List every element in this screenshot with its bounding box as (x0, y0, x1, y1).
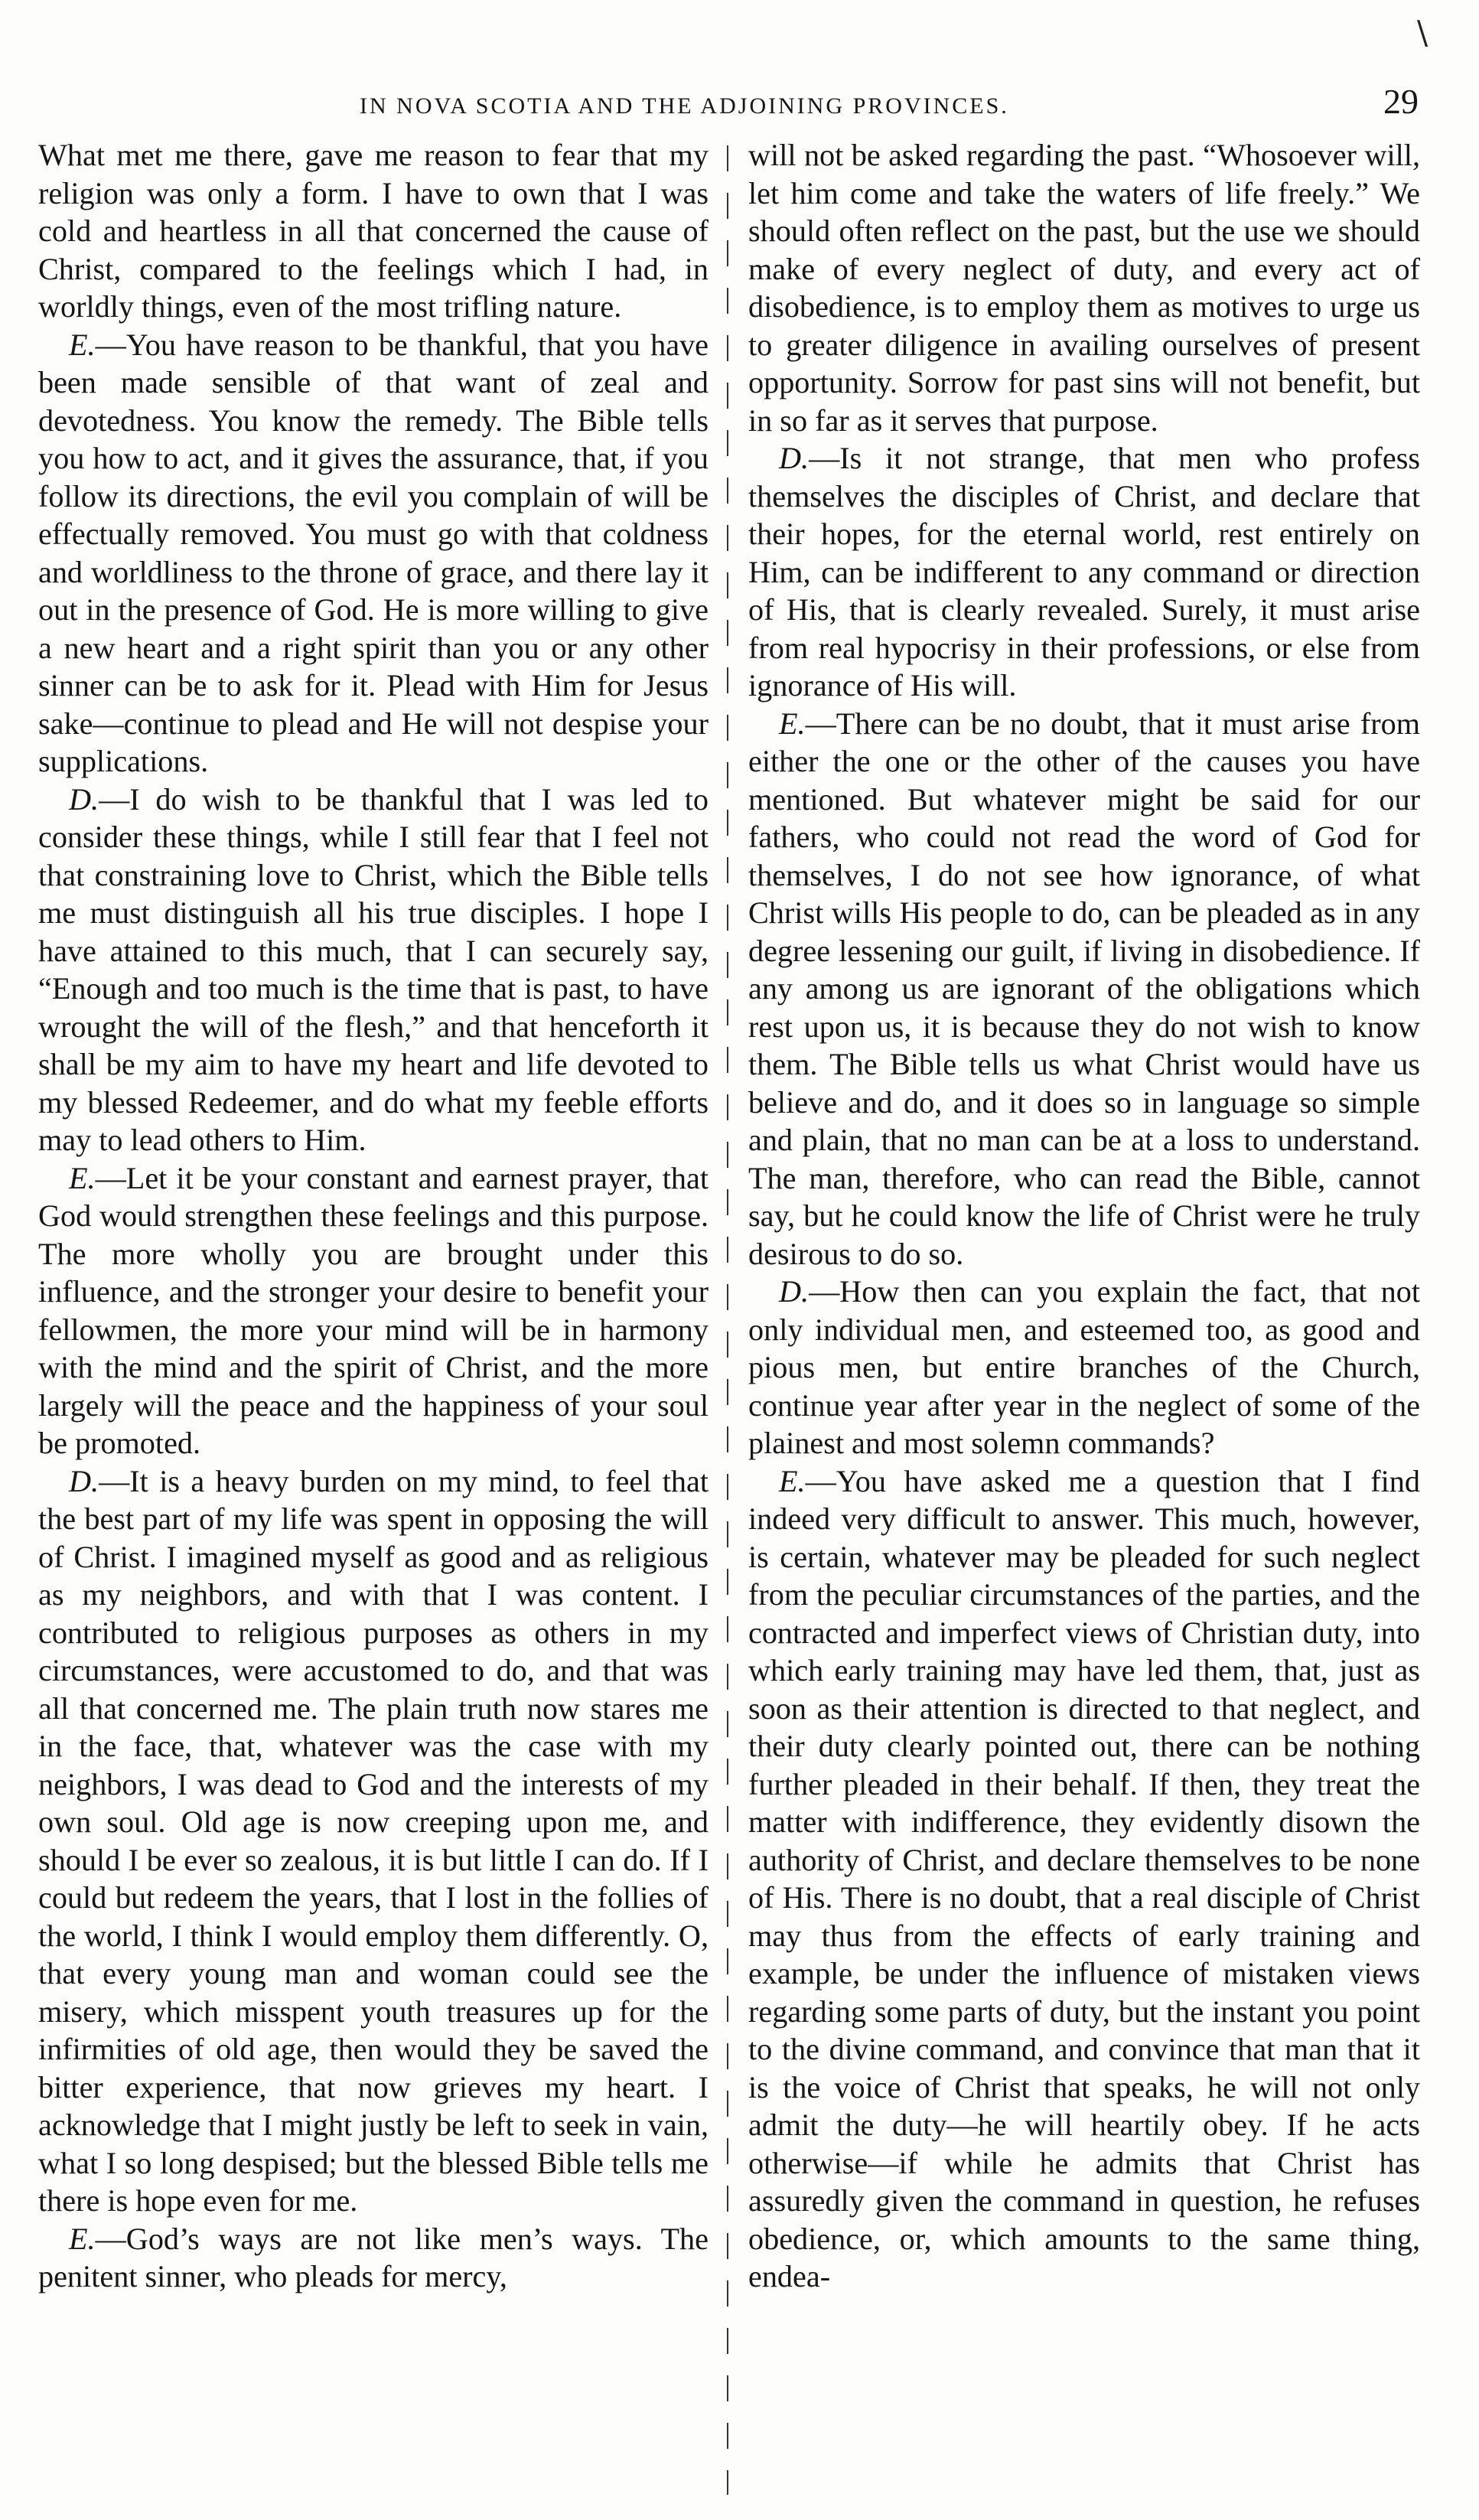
paragraph (38, 1462, 709, 2220)
running-head: IN NOVA SCOTIA AND THE ADJOINING PROVINCES. (360, 93, 1009, 119)
paragraph (38, 781, 709, 1159)
column-divider (727, 145, 728, 2495)
corner-mark: \ (1417, 14, 1429, 51)
left-column (38, 136, 709, 2509)
paragraph-text: What met me there, gave me reason to fear that my religion was only a form. I have to own that I was cold and heartless in all that concerned the cause of Christ, compared to the feelings which I had, in worldly things, even of the most trifling nature. (38, 138, 709, 324)
paragraph-text: —God’s ways are not like men’s ways. The penitent sinner, who pleads for mercy, (38, 2221, 709, 2293)
speaker-label: E. (779, 1463, 806, 1498)
page-number: 29 (1383, 82, 1419, 121)
paragraph-text: —Let it be your constant and earnest prayer, that God would strengthen these feelings and this purpose. The more wholly you are brought under this influence, and the stronger your desire to benefit your fellowmen, the more your mind will be in harmony with the mind and the spirit of Christ, and the more largely will the peace and the happiness of your soul be promoted. (38, 1160, 709, 1460)
speaker-label: E. (69, 1160, 96, 1195)
paragraph-text: —How then can you explain the fact, that not only individual men, and esteemed too, as good and pious men, but entire branches of the Church, continue year after year in the neglect of some of the plainest and most solemn commands? (748, 1274, 1420, 1460)
paragraph-text: —You have asked me a question that I find indeed very difficult to answer. This much, however, is certain, whatever may be pleaded for such neglect from the peculiar circumstances of the parties, and the contracted and imperfect views of Christian duty, into which early training may have led them, that, just as soon as their attention is directed to that neglect, and their duty clearly pointed out, there can be nothing further pleaded in their behalf. If then, they treat the matter with indifference, they evidently disown the authority of Christ, and declare themselves to be none of His. There is no doubt, that a real disciple of Christ may thus from the effects of early training and example, be under the influence of mistaken views regarding some parts of duty, but the instant you point to the divine command, and convince that man that it is the voice of Christ that speaks, he will not only admit the duty—he will heartily obey. If he acts otherwise—if while he admits that Christ has assuredly given the command in question, he refuses obedience, or, which amounts to the same thing, endea- (748, 1463, 1420, 2293)
paragraph-text: —Is it not strange, that men who profess themselves the disciples of Christ, and declare that their hopes, for the eternal world, rest entirely on Him, can be indifferent to any command or direction of His, that is clearly revealed. Surely, it must arise from real hypocrisy in their professions, or else from ignorance of His will. (748, 441, 1420, 703)
paragraph (38, 2220, 709, 2296)
paragraph-text: will not be asked regarding the past. “Whosoever will, let him come and take the waters of life freely.” We should often reflect on the past, but the use we should make of every neglect of duty, and every act of disobedience, is to employ them as motives to urge us to greater diligence in availing ourselves of present opportunity. Sorrow for past sins will not benefit, but in so far as it serves that purpose. (748, 138, 1420, 438)
speaker-label: D. (779, 441, 810, 475)
speaker-label: D. (69, 1463, 99, 1498)
speaker-label: E. (69, 2221, 96, 2256)
paragraph (38, 1159, 709, 1462)
speaker-label: E. (779, 706, 806, 741)
paragraph-text: —You have reason to be thankful, that you have been made sensible of that want of zeal and devotedness. You know the remedy. The Bible tells you how to act, and it gives the assurance, that, if you follow its directions, the evil you complain of will be effectually removed. You must go with that coldness and worldliness to the throne of grace, and there lay it out in the presence of God. He is more willing to give a new heart and a right spirit than you or any other sinner can be to ask for it. Plead with Him for Jesus sake—continue to plead and He will not despise your supplications. (38, 327, 709, 778)
paragraph (748, 1462, 1420, 2296)
paragraph (748, 439, 1420, 705)
paragraph (748, 136, 1420, 439)
speaker-label: D. (69, 781, 99, 817)
paragraph-text: —There can be no doubt, that it must arise from either the one or the other of the causes you have mentioned. But whatever might be said for our fathers, who could not read the word of God for themselves, I do not see how ignorance, of what Christ wills His people to do, can be pleaded as in any degree lessening our guilt, if living in disobedience. If any among us are ignorant of the obligations which rest upon us, it is because they do not wish to know them. The Bible tells us what Christ would have us believe and do, and it does so in language so simple and plain, that no man can be at a loss to understand. The man, therefore, who can read the Bible, cannot say, but he could know the life of Christ were he truly desirous to do so. (748, 706, 1420, 1271)
paragraph (748, 705, 1420, 1273)
paragraph (38, 326, 709, 781)
paragraph (748, 1273, 1420, 1462)
paragraph-text: —It is a heavy burden on my mind, to feel that the best part of my life was spent in opposing the will of Christ. I imagined myself as good and as religious as my neighbors, and with that I was content. I contributed to religious purposes as others in my circumstances, were accustomed to do, and that was all that concerned me. The plain truth now stares me in the face, that, whatever was the case with my neighbors, I was dead to God and the interests of my own soul. Old age is now creeping upon me, and should I be ever so zealous, it is but little I can do. If I could but redeem the years, that I lost in the follies of the world, I think I would employ them differently. O, that every young man and woman could see the misery, which misspent youth treasures up for the infirmities of old age, then would they be saved the bitter experience, that now grieves my heart. I acknowledge that I might justly be left to seek in vain, what I so long despised; but the blessed Bible tells me there is hope even for me. (38, 1463, 709, 2218)
paragraph (38, 136, 709, 326)
right-column (748, 136, 1420, 2509)
speaker-label: E. (69, 327, 96, 362)
speaker-label: D. (779, 1274, 810, 1309)
paragraph-text: —I do wish to be thankful that I was led to consider these things, while I still fear that I feel not that constraining love to Christ, which the Bible tells me must distinguish all his true disciples. I hope I have attained to this much, that I can securely say, “Enough and too much is the time that is past, to have wrought the will of the flesh,” and that henceforth it shall be my aim to have my heart and life devoted to my blessed Redeemer, and do what my feeble efforts may to lead others to Him. (38, 781, 709, 1157)
